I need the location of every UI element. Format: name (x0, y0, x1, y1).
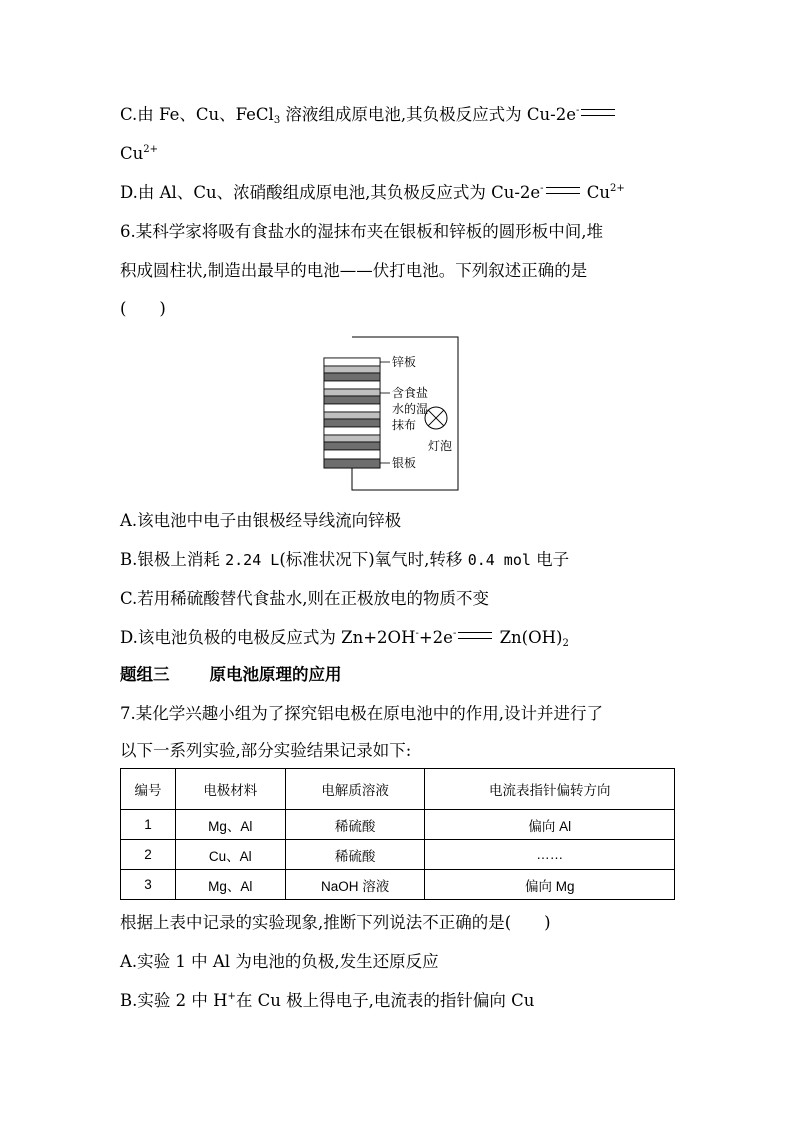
q6-b-volume: 2.24 L (225, 551, 280, 569)
table-cell: Mg、Al (175, 870, 285, 900)
table-cell: …… (425, 840, 675, 870)
option-d-text: D.由 Al、Cu、浓硝酸组成原电池,其负极反应式为 Cu-2e (120, 183, 541, 202)
superscript: + (227, 991, 236, 1002)
table-cell: 稀硫酸 (285, 810, 425, 840)
q7-option-b (120, 990, 534, 1012)
superscript: - (452, 628, 457, 639)
superscript: 2+ (610, 183, 625, 194)
table-cell: 1 (121, 810, 176, 840)
option-c-text-2: 溶液组成原电池,其负极反应式为 Cu-2e (280, 105, 577, 124)
q6-d-text: D.该电池负极的电极反应式为 Zn+2OH (120, 628, 416, 647)
table-cell: Cu、Al (175, 840, 285, 870)
table-row (121, 810, 675, 840)
equals-sign-icon (458, 632, 492, 639)
silver-plate-label: 银板 (392, 456, 417, 470)
table-cell: 稀硫酸 (285, 840, 425, 870)
subscript: 3 (273, 115, 281, 126)
table-cell: 偏向 Al (425, 810, 675, 840)
q7-option-a: A.实验 1 中 Al 为电池的负极,发生还原反应 (120, 952, 439, 971)
table-cell: 偏向 Mg (425, 870, 675, 900)
q6-answer-paren: ( ) (120, 299, 166, 318)
q6-b-text-2: (标准状况下)氧气时,转移 (279, 550, 468, 569)
q6-option-a: A.该电池中电子由银极经导线流向锌极 (120, 511, 402, 530)
option-c-continuation (120, 143, 158, 165)
cloth-label-3: 抹布 (392, 418, 417, 432)
q6-option-b (120, 549, 569, 571)
option-c-text: C.由 Fe、Cu、FeCl (120, 105, 274, 124)
table-row (121, 840, 675, 870)
experiment-table (120, 768, 675, 900)
q7-b-text-2: 在 Cu 极上得电子,电流表的指针偏向 Cu (235, 991, 535, 1010)
table-header-cell: 编号 (121, 769, 176, 810)
q7-line-2: 以下一系列实验,部分实验结果记录如下: (120, 741, 412, 760)
equals-sign-icon (581, 109, 615, 116)
section-title: 原电池原理的应用 (209, 665, 342, 684)
q6-option-c: C.若用稀硫酸替代食盐水,则在正极放电的物质不变 (120, 589, 490, 608)
q6-line-2: 积成圆柱状,制造出最早的电池——伏打电池。下列叙述正确的是 (120, 261, 588, 280)
q7-b-text: B.实验 2 中 H (120, 991, 228, 1010)
q6-b-text-3: 电子 (530, 550, 570, 569)
table-row (121, 870, 675, 900)
cloth-label-2: 水的湿 (392, 402, 429, 416)
q7-question: 根据上表中记录的实验现象,推断下列说法不正确的是( ) (120, 913, 551, 932)
option-c-cont-text: Cu (120, 144, 144, 163)
subscript: 2 (562, 638, 569, 649)
table-cell: 2 (121, 840, 176, 870)
table-cell: NaOH 溶液 (285, 870, 425, 900)
bulb-label: 灯泡 (428, 439, 453, 453)
table-cell: 3 (121, 870, 176, 900)
equals-sign-icon (546, 187, 580, 194)
superscript: - (576, 105, 580, 116)
q7-line-1: 7.某化学兴趣小组为了探究铝电极在原电池中的作用,设计并进行了 (120, 704, 603, 723)
section-number: 题组三 (120, 665, 170, 684)
q6-d-text-2: +2e (418, 628, 453, 647)
voltaic-pile-diagram (320, 335, 460, 493)
cloth-label-1: 含食盐 (392, 386, 429, 400)
superscript: - (540, 183, 544, 194)
table-header-cell: 电极材料 (175, 769, 285, 810)
q6-line-1: 6.某科学家将吸有食盐水的湿抹布夹在银板和锌板的圆形板中间,堆 (120, 222, 603, 241)
q6-b-text: B.银极上消耗 (120, 550, 226, 569)
option-d-text-2: Cu (581, 183, 611, 202)
table-header-cell: 电解质溶液 (285, 769, 425, 810)
table-header-row (121, 769, 675, 810)
table-header-cell: 电流表指针偏转方向 (425, 769, 675, 810)
superscript: 2+ (143, 144, 159, 155)
option-d-line (120, 182, 625, 204)
q6-option-d (120, 627, 569, 649)
table-cell: Mg、Al (175, 810, 285, 840)
voltaic-pile-figure (320, 335, 460, 493)
section-heading (120, 664, 342, 686)
q6-b-moles: 0.4 mol (467, 551, 531, 569)
superscript: - (415, 628, 419, 639)
q6-d-text-3: Zn(OH) (494, 628, 563, 647)
zinc-plate-label: 锌板 (392, 355, 417, 369)
option-c-line (120, 104, 617, 126)
